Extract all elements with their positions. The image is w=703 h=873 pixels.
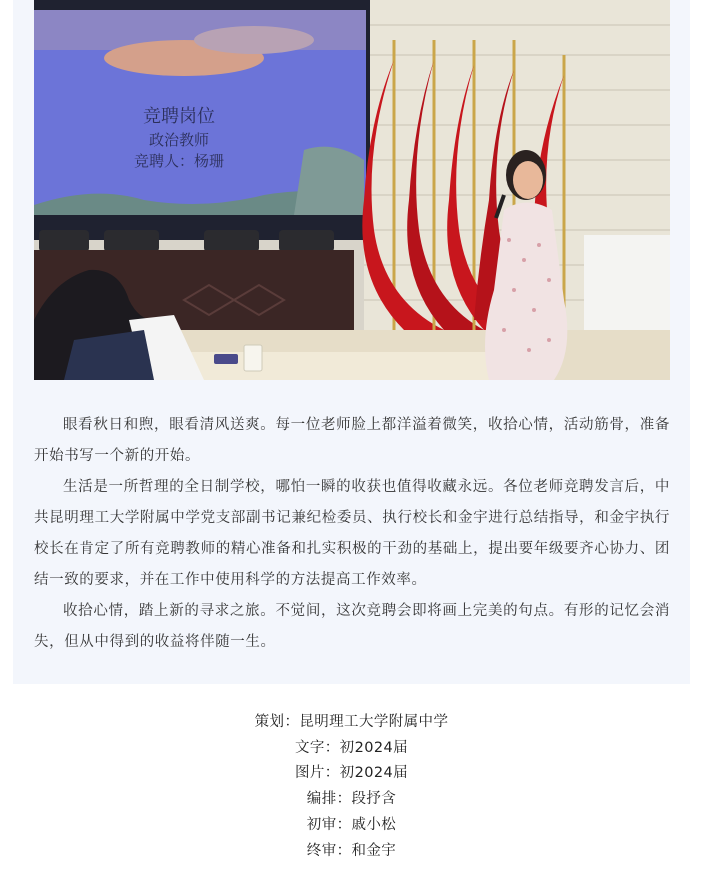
slide-candidate: 竞聘人：杨珊: [133, 152, 225, 170]
slide-title: 竞聘岗位: [143, 106, 215, 127]
event-photo: [34, 0, 670, 380]
article-paragraph: 收拾心情，踏上新的寻求之旅。不觉间，这次竞聘会即将画上完美的句点。有形的记忆会消失，但从中得到的收益将伴随一生。: [34, 603, 670, 650]
slide-subject: 政治教师: [148, 131, 210, 149]
article-body: [34, 410, 670, 658]
credit-planning: 策划：昆明理工大学附属中学: [254, 714, 449, 730]
article-paragraph: 生活是一所哲理的全日制学校，哪怕一瞬的收获也值得收藏永远。各位老师竞聘发言后，中共昆明理工大学附属中学党支部副书记兼纪检委员、执行校长和金宇进行总结指导，和金宇执行校长在肯定了所有竞聘教师的精心准备和扎实积极的干劲的基础上，提出要年级要齐心协力、团结一致的要求，并在工作中使用科学的方法提高工作效率。: [34, 479, 670, 588]
credits-block: [0, 710, 703, 864]
credit-text: 文字：初2024届: [294, 739, 408, 756]
credit-layout: 编排：段抒含: [306, 791, 397, 808]
credit-final-review: 终审：和金宇: [306, 842, 397, 859]
credit-first-review: 初审：戚小松: [306, 816, 397, 833]
article-paragraph: 眼看秋日和煦，眼看清风送爽。每一位老师脸上都洋溢着微笑，收拾心情，活动筋骨，准备开始书写一个新的开始。: [34, 417, 670, 464]
credit-photos: 图片：初2024届: [294, 765, 408, 782]
